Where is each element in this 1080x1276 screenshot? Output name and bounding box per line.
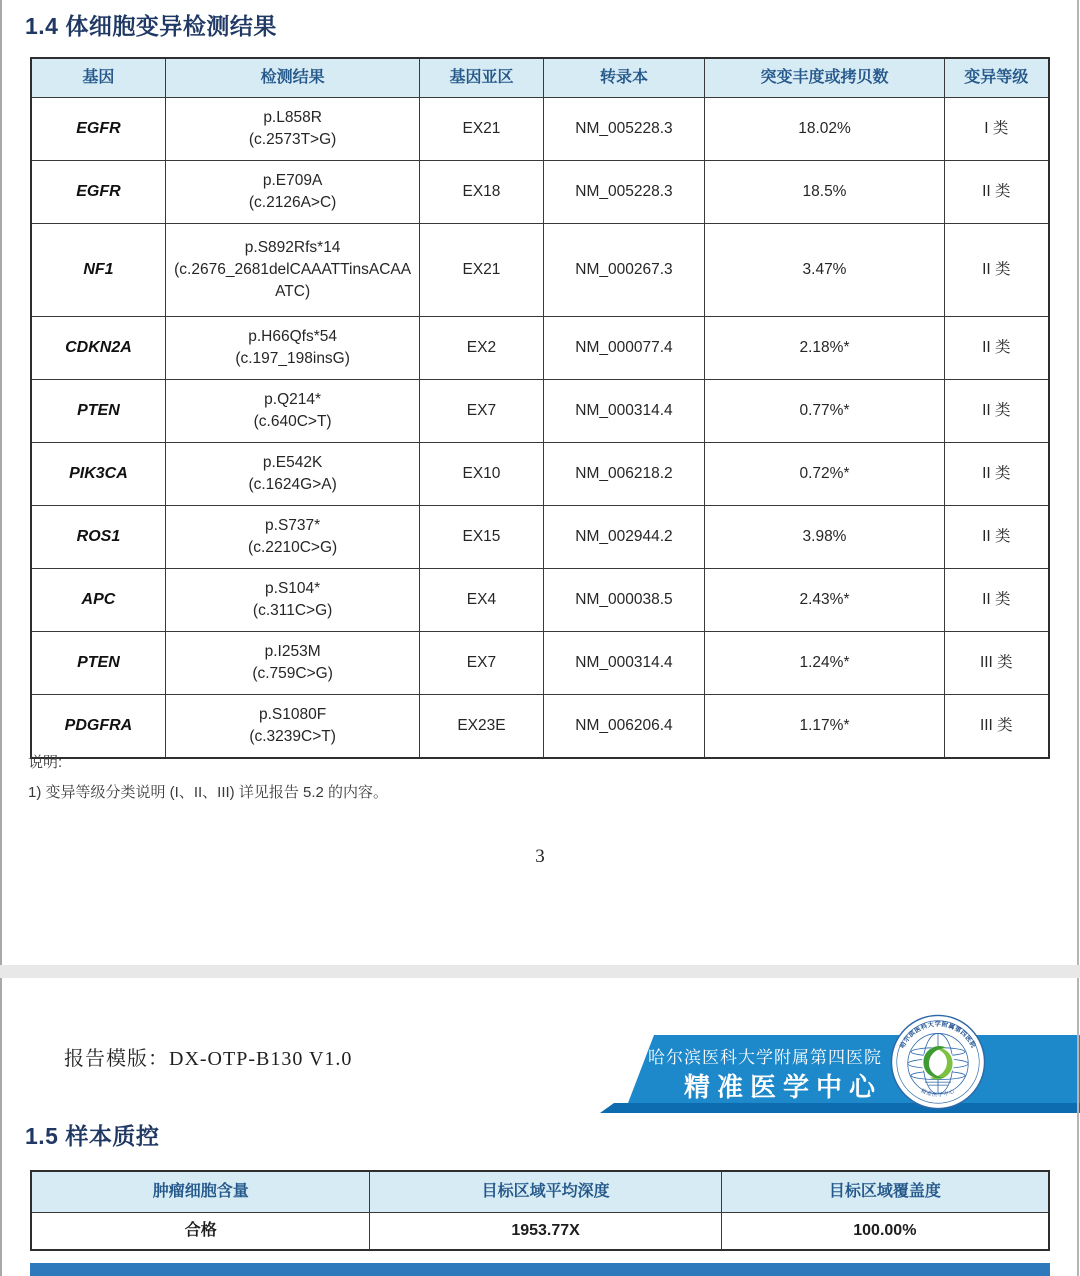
abundance-cell: 1.24%* (705, 632, 944, 695)
transcript-cell: NM_000314.4 (543, 380, 705, 443)
result-cell: p.Q214* (c.640C>T) (165, 380, 419, 443)
gene-cell: PTEN (31, 632, 165, 695)
result-cell: p.S1080F (c.3239C>T) (165, 695, 419, 759)
subregion-cell: EX21 (420, 224, 543, 317)
gene-cell: PIK3CA (31, 443, 165, 506)
subregion-cell: EX23E (420, 695, 543, 759)
notes-label: 说明: (28, 754, 63, 771)
gene-cell: PDGFRA (31, 695, 165, 759)
qc-value-row (31, 1213, 1049, 1251)
grade-cell: II 类 (944, 506, 1049, 569)
page-right-edge (1077, 0, 1079, 1276)
gene-cell: CDKN2A (31, 317, 165, 380)
result-cell: p.S104* (c.311C>G) (165, 569, 419, 632)
grade-cell: II 类 (944, 569, 1049, 632)
abundance-cell: 2.43%* (705, 569, 944, 632)
grade-cell: III 类 (944, 632, 1049, 695)
subregion-cell: EX4 (420, 569, 543, 632)
abundance-cell: 18.02% (705, 98, 944, 161)
table-row (31, 161, 1049, 224)
section-title-1-5: 1.5 样本质控 (25, 1123, 160, 1149)
col-header-transcript: 转录本 (543, 58, 705, 98)
grade-cell: II 类 (944, 443, 1049, 506)
transcript-cell: NM_005228.3 (543, 98, 705, 161)
hospital-banner-underline (600, 1103, 1080, 1113)
abundance-cell: 3.47% (705, 224, 944, 317)
subregion-cell: EX18 (420, 161, 543, 224)
col-header-result: 检测结果 (165, 58, 419, 98)
col-header-grade: 变异等级 (944, 58, 1049, 98)
hospital-name: 哈尔滨医科大学附属第四医院 (648, 1048, 882, 1067)
subregion-cell: EX15 (420, 506, 543, 569)
seal-top-arc-text: 哈尔滨医科大学附属第四医院 (899, 1021, 977, 1050)
note-item-1: 1) 变异等级分类说明 (I、II、III) 详见报告 5.2 的内容。 (28, 784, 389, 801)
hospital-seal-logo (889, 1013, 987, 1111)
transcript-cell: NM_000314.4 (543, 632, 705, 695)
transcript-cell: NM_006218.2 (543, 443, 705, 506)
table-row (31, 569, 1049, 632)
result-cell: p.S892Rfs*14 (c.2676_2681delCAAATTinsACAAATC) (165, 224, 419, 317)
gene-cell: NF1 (31, 224, 165, 317)
grade-cell: I 类 (944, 98, 1049, 161)
grade-cell: II 类 (944, 380, 1049, 443)
transcript-cell: NM_000038.5 (543, 569, 705, 632)
grade-cell: II 类 (944, 317, 1049, 380)
gene-cell: ROS1 (31, 506, 165, 569)
transcript-cell: NM_000077.4 (543, 317, 705, 380)
transcript-cell: NM_005228.3 (543, 161, 705, 224)
transcript-cell: NM_006206.4 (543, 695, 705, 759)
page-left-edge (0, 0, 2, 1276)
col-header-gene: 基因 (31, 58, 165, 98)
hospital-banner-text (560, 1047, 882, 1103)
sample-qc-table (30, 1170, 1050, 1251)
abundance-cell: 1.17%* (705, 695, 944, 759)
table-row (31, 98, 1049, 161)
table-row (31, 506, 1049, 569)
subregion-cell: EX21 (420, 98, 543, 161)
qc-col-coverage: 目标区域覆盖度 (721, 1171, 1049, 1213)
subregion-cell: EX10 (420, 443, 543, 506)
subregion-cell: EX2 (420, 317, 543, 380)
page-number: 3 (535, 846, 545, 867)
table-row (31, 317, 1049, 380)
abundance-cell: 3.98% (705, 506, 944, 569)
col-header-abundance: 突变丰度或拷贝数 (705, 58, 944, 98)
gene-cell: EGFR (31, 161, 165, 224)
qc-col-mean-depth: 目标区域平均深度 (370, 1171, 721, 1213)
report-template-version: 报告模版：DX-OTP-B130 V1.0 (64, 1048, 353, 1070)
seal-bottom-arc-text: 精准医学中心 (919, 1088, 957, 1099)
gene-cell: APC (31, 569, 165, 632)
result-cell: p.E709A (c.2126A>C) (165, 161, 419, 224)
next-table-header-strip (30, 1263, 1050, 1276)
section-title-1-4: 1.4 体细胞变异检测结果 (25, 13, 277, 39)
somatic-variant-table (30, 57, 1050, 759)
result-cell: p.S737* (c.2210C>G) (165, 506, 419, 569)
qc-header-row (31, 1171, 1049, 1213)
page-break-gap (0, 965, 1080, 978)
subregion-cell: EX7 (420, 632, 543, 695)
result-cell: p.E542K (c.1624G>A) (165, 443, 419, 506)
abundance-cell: 0.77%* (705, 380, 944, 443)
notes-block (28, 748, 388, 808)
table-header-row (31, 58, 1049, 98)
result-cell: p.I253M (c.759C>G) (165, 632, 419, 695)
grade-cell: III 类 (944, 695, 1049, 759)
center-name: 精准医学中心 (683, 1072, 882, 1102)
abundance-cell: 2.18%* (705, 317, 944, 380)
transcript-cell: NM_002944.2 (543, 506, 705, 569)
gene-cell: PTEN (31, 380, 165, 443)
abundance-cell: 0.72%* (705, 443, 944, 506)
abundance-cell: 18.5% (705, 161, 944, 224)
result-cell: p.H66Qfs*54 (c.197_198insG) (165, 317, 419, 380)
table-row (31, 224, 1049, 317)
table-row (31, 632, 1049, 695)
table-row (31, 380, 1049, 443)
col-header-subregion: 基因亚区 (420, 58, 543, 98)
qc-mean-depth-value: 1953.77X (370, 1213, 721, 1251)
grade-cell: II 类 (944, 224, 1049, 317)
gene-cell: EGFR (31, 98, 165, 161)
table-row (31, 443, 1049, 506)
grade-cell: II 类 (944, 161, 1049, 224)
transcript-cell: NM_000267.3 (543, 224, 705, 317)
qc-coverage-value: 100.00% (721, 1213, 1049, 1251)
qc-tumor-content-value: 合格 (31, 1213, 370, 1251)
qc-col-tumor-content: 肿瘤细胞含量 (31, 1171, 370, 1213)
result-cell: p.L858R (c.2573T>G) (165, 98, 419, 161)
subregion-cell: EX7 (420, 380, 543, 443)
